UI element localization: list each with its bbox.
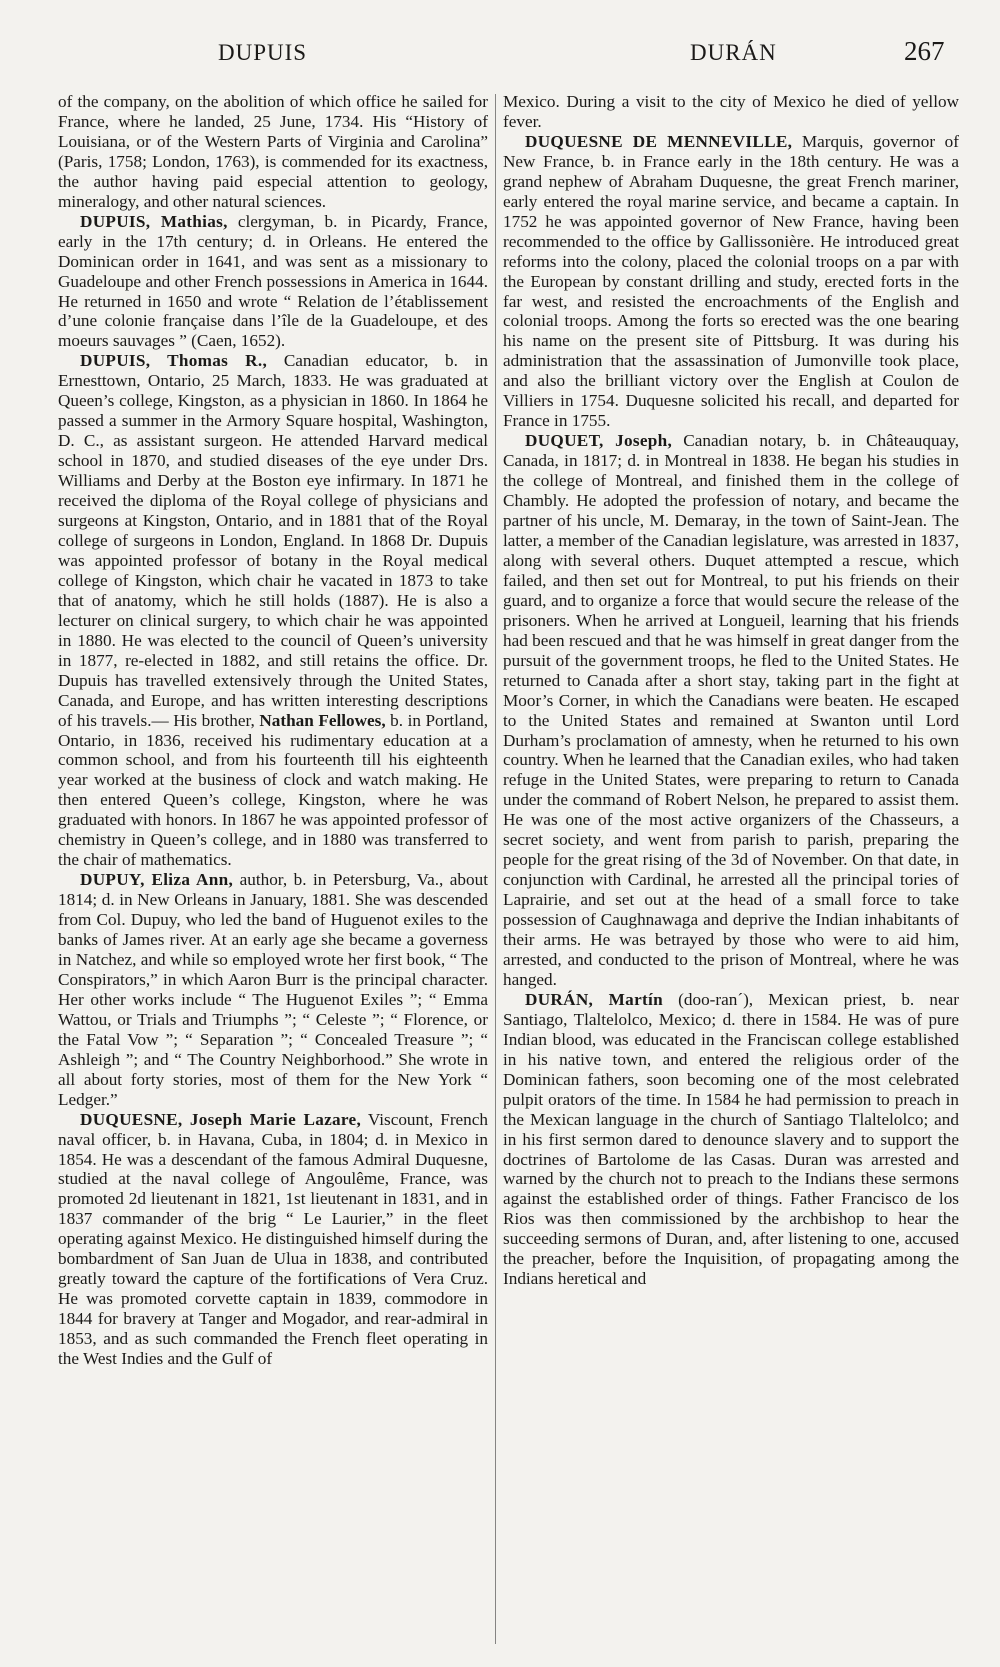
entry-headword: DUQUESNE DE MENNEVILLE, — [525, 131, 793, 151]
entry-duquesne-de-menneville — [503, 132, 959, 431]
column-divider — [495, 94, 496, 1644]
entry-text: clergyman, b. in Picardy, France, early in the 17th century; d. in Orleans. He entered the Dominican order in 1641, and was sent as a missionary to Guadeloupe and other French possessions in America in 1644. He returned in 1650 and wrote “ Relation de l’établissement d’une colonie française dans l’île de la Guadeloupe, et des moeurs sauvages ” (Caen, 1652). — [58, 211, 488, 351]
entry-dupuy-eliza — [58, 870, 488, 1109]
paragraph-text: of the company, on the abolition of which office he sailed for France, where he landed, 25 June, 1734. His “History of Louisiana, or of the Western Parts of Virginia and Carolina” (Paris, 1758; London, 1763), is commended for its exactness, the author having paid especial attention to geology, mineralogy, and other natural sciences. — [58, 92, 488, 211]
left-column — [58, 92, 488, 1369]
header-right-word: DURÁN — [690, 40, 777, 65]
entry-dupuis-mathias — [58, 212, 488, 352]
entry-headword: DUQUET, Joseph, — [525, 431, 673, 451]
entry-headword: DUPUIS, Mathias, — [80, 211, 228, 231]
entry-duquesne-joseph — [58, 1110, 488, 1369]
entry-text: Marquis, governor of New France, b. in France early in the 18th century. He was a grand nephew of Abraham Duquesne, the great French mariner, early entered the royal marine service, and became a captain. In 1752 he was appointed governor of New France, having been recommended to the office by Gallissonière. He introduced great reforms into the colony, placed the colonial troops on a par with the European by constant drilling and study, erected forts in the far west, and resisted the encroachments of the English and colonial troops. Among the forts so erected was the one bearing his name on the present site of Pittsburg. It was during his administration that the assassination of Jumonville took place, and also the brilliant victory over the English at Coulon de Villiers in 1754. Duquesne solicited his recall, and departed for France in 1755. — [503, 131, 959, 431]
running-header — [0, 36, 1000, 76]
entry-text: Canadian educator, b. in Ernesttown, Ontario, 25 March, 1833. He was graduated at Queen’s college, Kingston, as a physician in 1860. In 1864 he passed a summer in the Armory Square hospital, Washington, D. C., as assistant surgeon. He attended Harvard medical school in 1870, and studied diseases of the eye under Drs. Williams and Derby at the Boston eye infirmary. In 1871 he received the diploma of the Royal college of physicians and surgeons at Kingston, Ontario, and in 1881 that of the Royal college of surgeons in London, England. In 1868 Dr. Dupuis was appointed professor of botany in the Royal medical college of Kingston, which chair he vacated in 1873 to take that of anatomy, which he still holds (1887). He is also a lecturer on clinical surgery, to which chair he was appointed in 1880. He was elected to the council of Queen’s university in 1877, re-elected in 1882, and still retains the office. Dr. Dupuis has travelled extensively through the United States, Canada, and Europe, and has written interesting descriptions of his travels.— His brother, — [58, 351, 488, 730]
page-number: 267 — [904, 36, 945, 66]
entry-headword: DUQUESNE, Joseph Marie Lazare, — [80, 1109, 362, 1129]
entry-text: author, b. in Petersburg, Va., about 1814; d. in New Orleans in January, 1881. She was descended from Col. Dupuy, who led the band of Huguenot exiles to the banks of James river. At an early age she became a governess in Natchez, and while so employed wrote her first book, “ The Conspirators,” in which Aaron Burr is the principal character. Her other works include “ The Huguenot Exiles ”; “ Emma Wattou, or Trials and Triumphs ”; “ Celeste ”; “ Florence, or the Fatal Vow ”; “ Separation ”; “ Concealed Treasure ”; “ Ashleigh ”; and “ The Country Neighborhood.” She wrote in all about forty stories, most of them for the New York “ Ledger.” — [58, 870, 488, 1109]
continuation-paragraph — [58, 92, 488, 212]
paragraph-text: Mexico. During a visit to the city of Mexico he died of yellow fever. — [503, 92, 959, 131]
header-left-word: DUPUIS — [218, 40, 308, 65]
entry-headword: DUPUIS, Thomas R., — [80, 351, 268, 371]
right-column — [503, 92, 959, 1289]
entry-duran-martin — [503, 990, 959, 1289]
entry-text: Canadian notary, b. in Châteauquay, Canada, in 1817; d. in Montreal in 1838. He began his studies in the college of Montreal, and finished them in the college of Chambly. He adopted the profession of notary, and became the partner of his uncle, M. Demaray, in the town of Saint-Jean. The latter, a member of the Canadian legislature, was arrested in 1837, along with several others. Duquet attempted a rescue, which failed, and then set out for Montreal, to put his friends on their guard, and to organize a force that would secure the release of the prisoners. When he arrived at Longueil, learning that his friends had been rescued and that he was himself in great danger from the pursuit of the government troops, he fled to the United States. He returned to Canada after a short stay, taking part in the fight at Moor’s Corner, in which the Canadians were beaten. He escaped to the United States and remained at Swanton until Lord Durham’s proclamation of amnesty, when he returned to his own country. When he learned that the Canadian exiles, who had taken refuge in the United States, were preparing to return to Canada under the command of Robert Nelson, he prepared to assist them. He was one of the most active organizers of the Chasseurs, a secret society, and went from parish to parish, preparing the people for the great rising of the 3d of November. On that date, in conjunction with Cardinal, he arrested all the principal tories of Laprairie, and set out at the head of a small force to take possession of Caughnawaga and deprive the Indian inhabitants of their arms. He was betrayed by those who were to aid him, arrested, and conducted to the prison of Montreal, where he was hanged. — [503, 431, 959, 989]
entry-text: (doo-ran´), Mexican priest, b. near Santiago, Tlaltelolco, Mexico; d. there in 1584. He was of pure Indian blood, was educated in the Franciscan college established in his native town, and entered the religious order of the Dominican fathers, soon becoming one of the most celebrated pulpit orators of the time. In 1584 he had permission to preach in the Mexican language in the church of Santiago Tlaltelolco; and in his first sermon dared to denounce slavery and to support the doctrines of Bartolome de las Casas. Duran was arrested and warned by the church not to preach to the Indians these sermons against the established order of things. Father Francisco de los Rios was then commissioned by the archbishop to hear the succeeding sermons of Duran, and, after listening to one, accused the preacher, before the Inquisition, of propagating among the Indians heretical and — [503, 989, 959, 1289]
entry-duquet-joseph — [503, 431, 959, 990]
entry-text: Viscount, French naval officer, b. in Havana, Cuba, in 1804; d. in Mexico in 1854. He was a descendant of the famous Admiral Duquesne, studied at the naval college of Angoulême, France, was promoted 2d lieutenant in 1821, 1st lieutenant in 1831, and in 1837 commander of the brig “ Le Laurier,” in the fleet operating against Mexico. He distinguished himself during the bombardment of San Juan de Ulua in 1838, and contributed greatly toward the capture of the fortifications of Vera Cruz. He was promoted corvette captain in 1839, commodore in 1844 for bravery at Tanger and Mogador, and rear-admiral in 1853, and as such commanded the French fleet operating in the West Indies and the Gulf of — [58, 1109, 489, 1369]
entry-headword: DURÁN, Martín — [525, 989, 663, 1009]
entry-subheadword: Nathan Fellowes, — [259, 710, 386, 730]
entry-headword: DUPUY, Eliza Ann, — [80, 870, 234, 890]
entry-text-continued: b. in Portland, Ontario, in 1836, received his rudimentary education at a common school, and from his fourteenth till his eighteenth year worked at the business of clock and watch making. He then entered Queen’s college, Kingston, where he was graduated with honors. In 1867 he was appointed professor of chemistry in Queen’s college, and in 1880 was transferred to the chair of mathematics. — [58, 710, 488, 870]
entry-dupuis-thomas — [58, 351, 488, 870]
continuation-paragraph — [503, 92, 959, 132]
